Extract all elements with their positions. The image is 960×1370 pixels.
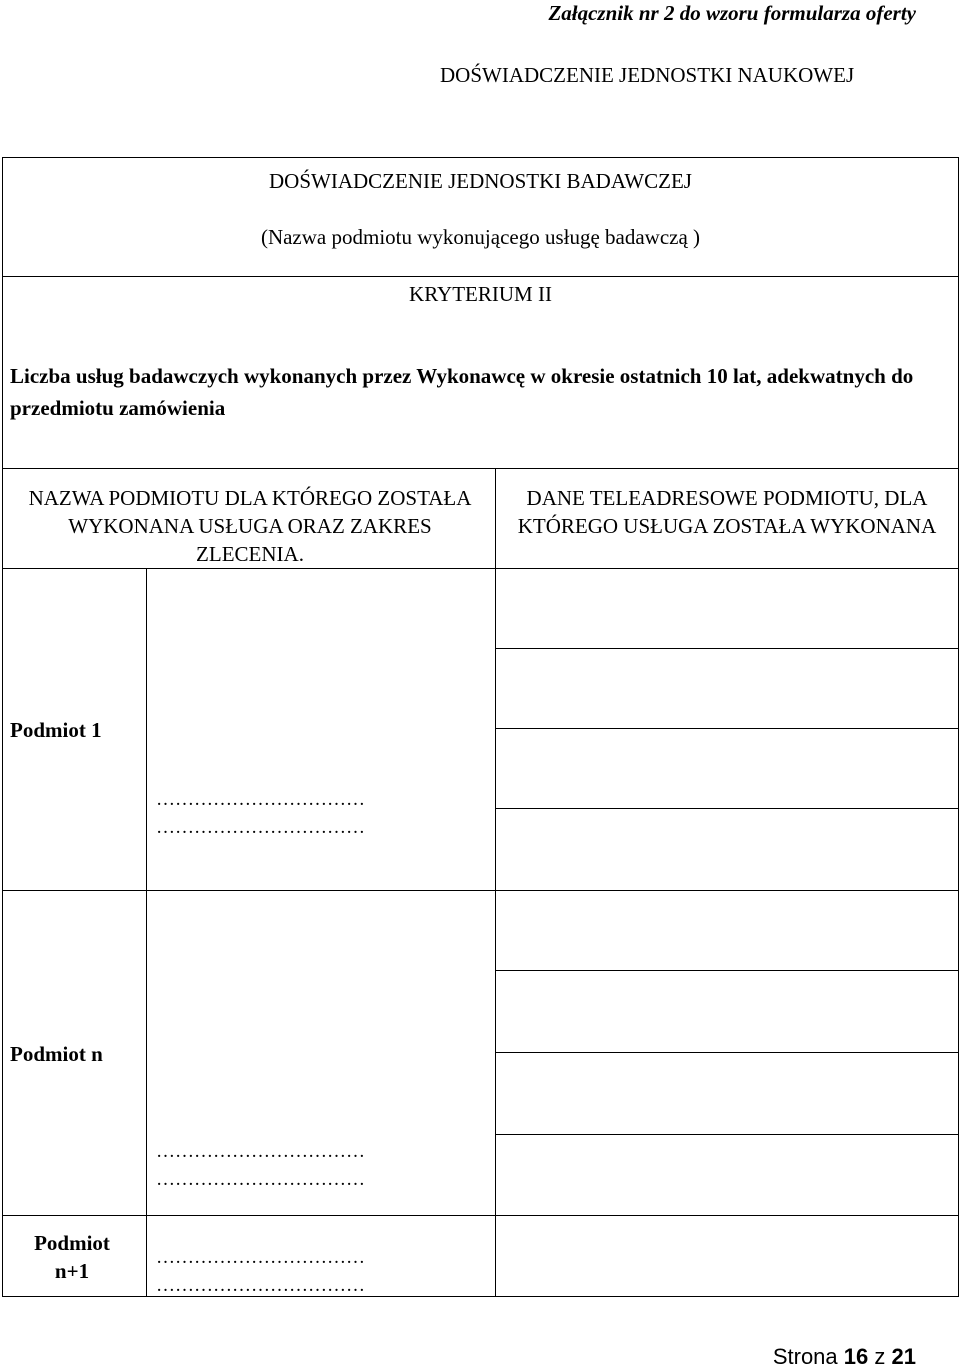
- column-divider: [495, 468, 496, 1297]
- box-left-border: [2, 157, 3, 1297]
- row-divider: [2, 1215, 959, 1216]
- of-word: z: [874, 1344, 886, 1369]
- contact-line: [495, 808, 959, 809]
- box-top-border: [2, 157, 959, 158]
- column-header-name: NAZWA PODMIOTU DLA KTÓREGO ZOSTAŁA WYKONANA USŁUGA ORAZ ZAKRES ZLECENIA.: [28, 486, 472, 566]
- label-column-divider: [146, 568, 147, 1297]
- page-word: Strona: [772, 1344, 838, 1369]
- page-total: 21: [891, 1344, 916, 1369]
- fill-line[interactable]: ……………………………: [156, 789, 365, 810]
- row-label: Podmiot n: [10, 1042, 103, 1066]
- column-header-contact: DANE TELEADRESOWE PODMIOTU, DLA KTÓREGO USŁUGA ZOSTAŁA WYKONANA: [517, 486, 937, 538]
- fill-line[interactable]: ……………………………: [156, 1141, 365, 1162]
- annex-title: Załącznik nr 2 do wzoru formularza oferty: [548, 1, 916, 25]
- box-right-border: [958, 157, 959, 1297]
- row-divider: [2, 890, 959, 891]
- contact-line: [495, 648, 959, 649]
- row-label: Podmiot 1: [10, 718, 102, 742]
- box-title: DOŚWIADCZENIE JEDNOSTKI BADAWCZEJ: [269, 169, 692, 193]
- subtitle-divider: [2, 276, 959, 277]
- fill-line[interactable]: ……………………………: [156, 817, 365, 838]
- row-label: Podmiot n+1: [34, 1231, 110, 1283]
- criterion-description: Liczba usług badawczych wykonanych przez Wykonawcę w okresie ostatnich 10 lat, adekwatnych do przedmiotu zamówienia: [10, 364, 914, 420]
- contact-line: [495, 1052, 959, 1053]
- page-current: 16: [843, 1344, 869, 1369]
- fill-line[interactable]: ……………………………: [156, 1247, 365, 1268]
- contact-line: [495, 970, 959, 971]
- contact-line: [495, 728, 959, 729]
- fill-line[interactable]: ……………………………: [156, 1169, 365, 1190]
- contact-line: [495, 1134, 959, 1135]
- page-number: [773, 1344, 916, 1370]
- box-subtitle: (Nazwa podmiotu wykonującego usługę badawczą ): [260, 225, 701, 249]
- experience-heading: DOŚWIADCZENIE JEDNOSTKI NAUKOWEJ: [440, 63, 855, 87]
- table-top-border: [2, 468, 959, 469]
- fill-line[interactable]: ……………………………: [156, 1275, 365, 1296]
- criterion-label: KRYTERIUM II: [409, 282, 552, 306]
